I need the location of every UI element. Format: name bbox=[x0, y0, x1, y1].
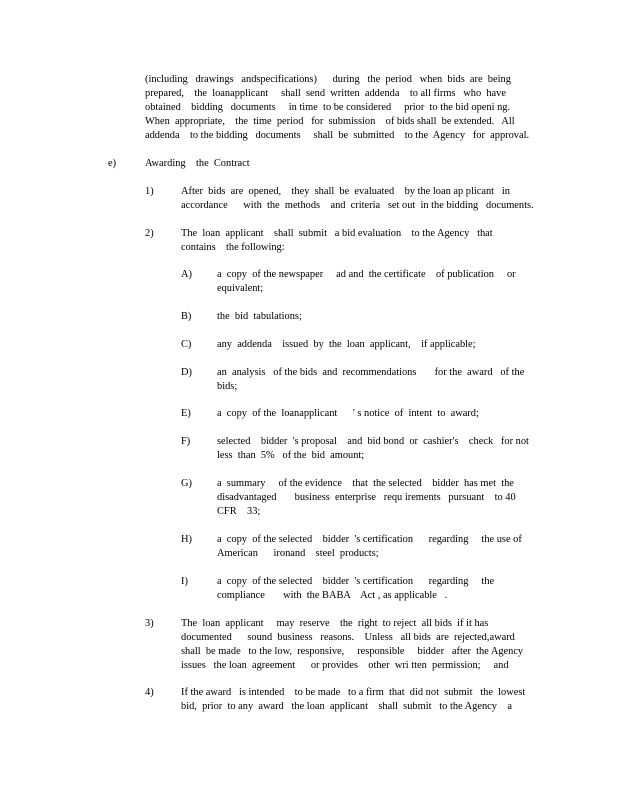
section-e-marker: e) bbox=[108, 158, 117, 169]
subitem-a-line: equivalent; bbox=[217, 283, 264, 294]
item-3-marker: 3) bbox=[145, 618, 154, 629]
intro-line: obtained bidding documents in time to be considered prior to the bid openi ng. bbox=[145, 102, 511, 113]
subitem-d-line: an analysis of the bids and recommendations for the award of the bbox=[217, 367, 525, 378]
item-2-marker: 2) bbox=[145, 228, 154, 239]
subitem-g-line: a summary of the evidence that the selected bidder has met the bbox=[217, 478, 514, 489]
intro-line: addenda to the bidding documents shall be submitted to the Agency for approval. bbox=[145, 130, 530, 141]
intro-line: When appropriate, the time period for submission of bids shall be extended. All bbox=[145, 116, 515, 127]
item-4-marker: 4) bbox=[145, 687, 154, 698]
subitem-i-marker: I) bbox=[181, 576, 188, 587]
item-3-line: issues the loan agreement or provides other wri tten permission; and bbox=[181, 660, 509, 671]
item-1-marker: 1) bbox=[145, 186, 154, 197]
subitem-h-line: a copy of the selected bidder 's certification regarding the use of bbox=[217, 534, 522, 545]
item-3-line: shall be made to the low, responsive, responsible bidder after the Agency bbox=[181, 646, 524, 657]
subitem-f-line: less than 5% of the bid amount; bbox=[217, 450, 365, 461]
item-3-line: The loan applicant may reserve the right to reject all bids if it has bbox=[181, 618, 489, 629]
subitem-i-line: a copy of the selected bidder 's certification regarding the bbox=[217, 576, 495, 587]
item-2-line: The loan applicant shall submit a bid evaluation to the Agency that bbox=[181, 228, 493, 239]
subitem-c-marker: C) bbox=[181, 339, 192, 350]
subitem-b-marker: B) bbox=[181, 311, 192, 322]
item-1-line: accordance with the methods and criteria set out in the bidding documents. bbox=[181, 200, 534, 211]
subitem-f-line: selected bidder 's proposal and bid bond or cashier's check for not bbox=[217, 436, 529, 447]
item-4-line: bid, prior to any award the loan applicant shall submit to the Agency a bbox=[181, 701, 512, 712]
item-2-line: contains the following: bbox=[181, 242, 285, 253]
section-e-heading: Awarding the Contract bbox=[145, 158, 250, 169]
intro-line: (including drawings andspecifications) during the period when bids are being bbox=[145, 74, 511, 85]
item-3-line: documented sound business reasons. Unless all bids are rejected,award bbox=[181, 632, 515, 643]
subitem-g-marker: G) bbox=[181, 478, 192, 489]
subitem-a-line: a copy of the newspaper ad and the certificate of publication or bbox=[217, 269, 516, 280]
subitem-f-marker: F) bbox=[181, 436, 191, 447]
subitem-d-line: bids; bbox=[217, 381, 238, 392]
subitem-c-line: any addenda issued by the loan applicant, if applicable; bbox=[217, 339, 476, 350]
subitem-h-marker: H) bbox=[181, 534, 192, 545]
subitem-b-line: the bid tabulations; bbox=[217, 311, 302, 322]
subitem-i-line: compliance with the BABA Act , as applicable . bbox=[217, 590, 448, 601]
subitem-g-line: disadvantaged business enterprise requ irements pursuant to 40 bbox=[217, 492, 516, 503]
subitem-e-marker: E) bbox=[181, 408, 191, 419]
subitem-a-marker: A) bbox=[181, 269, 192, 280]
item-4-line: If the award is intended to be made to a firm that did not submit the lowest bbox=[181, 687, 526, 698]
subitem-d-marker: D) bbox=[181, 367, 192, 378]
item-1-line: After bids are opened, they shall be evaluated by the loan ap plicant in bbox=[181, 186, 510, 197]
subitem-h-line: American ironand steel products; bbox=[217, 548, 379, 559]
subitem-e-line: a copy of the loanapplicant ' s notice of intent to award; bbox=[217, 408, 479, 419]
intro-line: prepared, the loanapplicant shall send written addenda to all firms who have bbox=[145, 88, 506, 99]
subitem-g-line: CFR 33; bbox=[217, 506, 261, 517]
